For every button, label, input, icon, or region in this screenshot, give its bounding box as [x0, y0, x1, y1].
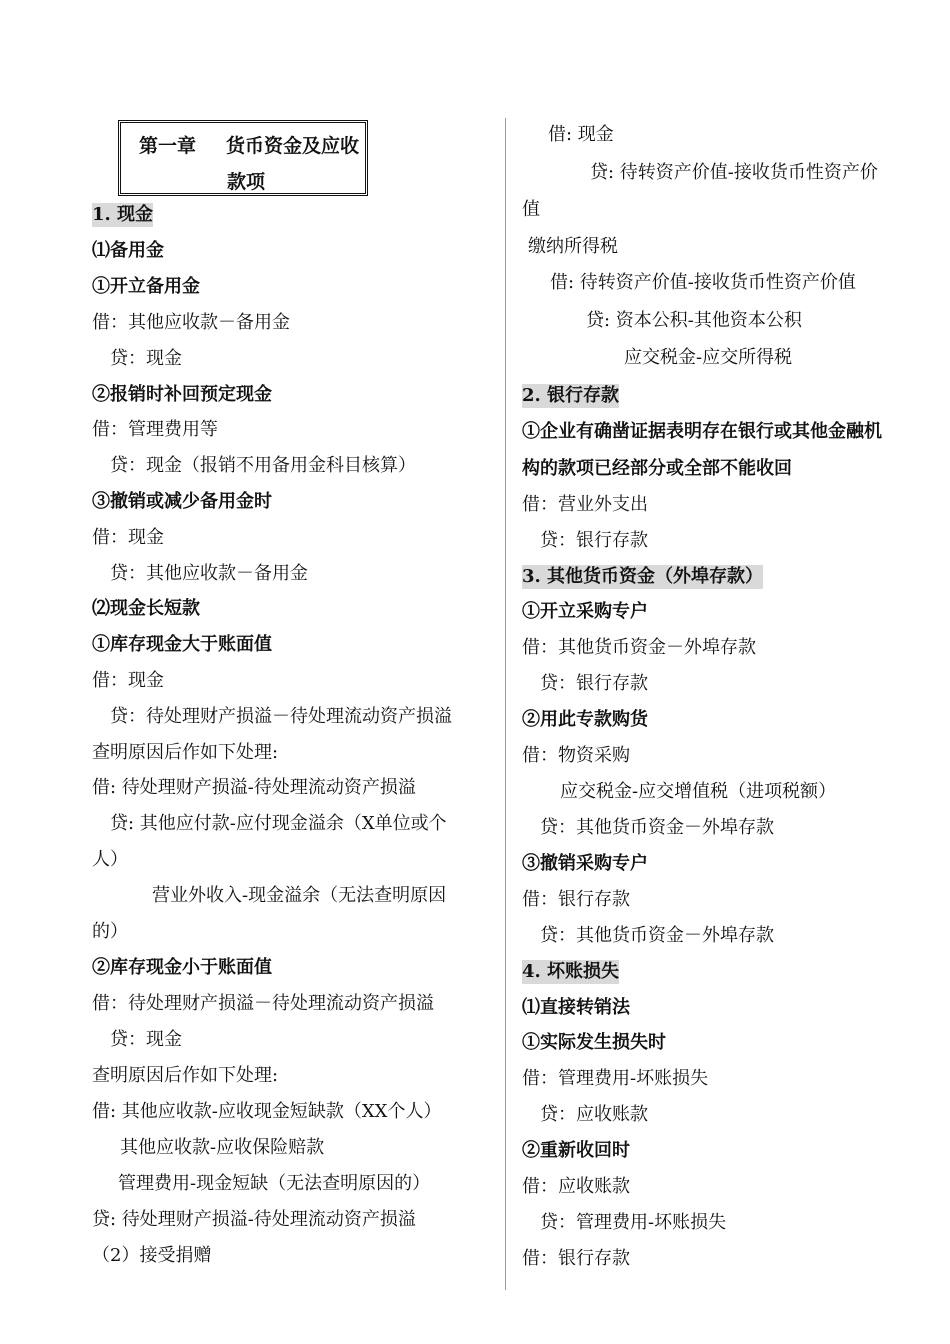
- section-heading: ②用此专款购货: [522, 709, 648, 730]
- text-line: 贷：银行存款: [540, 530, 648, 551]
- text-line: 人）: [92, 849, 128, 870]
- text-line: 贷：其他货币资金－外埠存款: [540, 925, 774, 946]
- text-line: 借：应收账款: [522, 1176, 630, 1197]
- text-line: 贷: 待转资产价值-接收货币性资产价: [590, 162, 878, 183]
- section-heading: ③撤销采购专户: [522, 853, 648, 874]
- text-line: 借：现金: [92, 527, 164, 548]
- text-line: 查明原因后作如下处理:: [92, 742, 279, 763]
- text-line: 借：营业外支出: [522, 494, 648, 515]
- text-line: 贷：管理费用-坏账损失: [540, 1212, 727, 1233]
- text-line: 查明原因后作如下处理:: [92, 1065, 279, 1086]
- text-line: 贷：待处理财产损溢－待处理流动资产损溢: [110, 706, 452, 727]
- section-heading: ②库存现金小于账面值: [92, 957, 272, 978]
- section-heading: ①开立备用金: [92, 276, 200, 297]
- text-line: 管理费用-现金短缺（无法查明原因的）: [118, 1173, 431, 1194]
- text-line: 贷：现金（报销不用备用金科目核算）: [110, 455, 416, 476]
- text-line: 借：物资采购: [522, 745, 630, 766]
- text-line: 缴纳所得税: [528, 236, 618, 257]
- chapter-title-box: [118, 120, 368, 196]
- section-heading: ⑴直接转销法: [522, 997, 630, 1018]
- text-line: 的）: [92, 921, 128, 942]
- section-heading: ⑵现金长短款: [92, 598, 200, 619]
- text-line: 借：其他应收款－备用金: [92, 312, 290, 333]
- section-heading: 4. 坏账损失: [522, 961, 620, 982]
- text-line: 贷：应收账款: [540, 1104, 648, 1125]
- section-heading: ③撤销或减少备用金时: [92, 491, 272, 512]
- text-line: 借：银行存款: [522, 1248, 630, 1269]
- section-heading: ①企业有确凿证据表明存在银行或其他金融机: [522, 421, 882, 442]
- text-line: 值: [522, 199, 540, 220]
- text-line: 借: 其他应收款-应收现金短缺款（XX个人）: [92, 1101, 442, 1122]
- text-line: 其他应收款-应收保险赔款: [120, 1137, 325, 1158]
- chapter-title-part1: 货币资金及应收: [226, 135, 360, 157]
- text-line: 借: 现金: [548, 124, 614, 145]
- section-heading: ②重新收回时: [522, 1140, 630, 1161]
- text-line: 借：管理费用等: [92, 419, 218, 440]
- text-line: 借：现金: [92, 670, 164, 691]
- section-heading: 1. 现金: [92, 204, 154, 225]
- column-divider: [505, 118, 506, 1290]
- chapter-title-line1: [139, 131, 359, 158]
- section-heading: ⑴备用金: [92, 240, 164, 261]
- text-line: 借：其他货币资金－外埠存款: [522, 637, 756, 658]
- text-line: 贷：银行存款: [540, 673, 648, 694]
- text-line: 借：待处理财产损溢－待处理流动资产损溢: [92, 993, 434, 1014]
- text-line: 应交税金-应交所得税: [624, 347, 793, 368]
- text-line: 贷：现金: [110, 1029, 182, 1050]
- text-line: 应交税金-应交增值税（进项税额）: [560, 781, 837, 802]
- section-heading: 构的款项已经部分或全部不能收回: [522, 458, 792, 479]
- chapter-number: 第一章: [139, 135, 197, 157]
- text-line: 借：管理费用-坏账损失: [522, 1068, 709, 1089]
- text-line: 贷：其他应收款－备用金: [110, 563, 308, 584]
- text-line: 营业外收入-现金溢余（无法查明原因: [152, 885, 447, 906]
- section-heading: 2. 银行存款: [522, 385, 620, 406]
- text-line: 贷: 其他应付款-应付现金溢余（X单位或个: [110, 813, 447, 834]
- section-heading: ①开立采购专户: [522, 601, 648, 622]
- text-line: 贷：现金: [110, 348, 182, 369]
- chapter-title-part2: 款项: [227, 171, 266, 193]
- section-heading: 3. 其他货币资金（外埠存款）: [522, 566, 764, 587]
- text-line: （2）接受捐赠: [92, 1245, 212, 1266]
- text-line: 贷: 待处理财产损溢-待处理流动资产损溢: [92, 1209, 416, 1230]
- text-line: 借: 待处理财产损溢-待处理流动资产损溢: [92, 777, 416, 798]
- section-heading: ②报销时补回预定现金: [92, 384, 272, 405]
- section-heading: ①实际发生损失时: [522, 1032, 666, 1053]
- text-line: 借：银行存款: [522, 889, 630, 910]
- text-line: 借: 待转资产价值-接收货币性资产价值: [550, 272, 856, 293]
- text-line: 贷：其他货币资金－外埠存款: [540, 817, 774, 838]
- section-heading: ①库存现金大于账面值: [92, 634, 272, 655]
- text-line: 贷: 资本公积-其他资本公积: [586, 310, 802, 331]
